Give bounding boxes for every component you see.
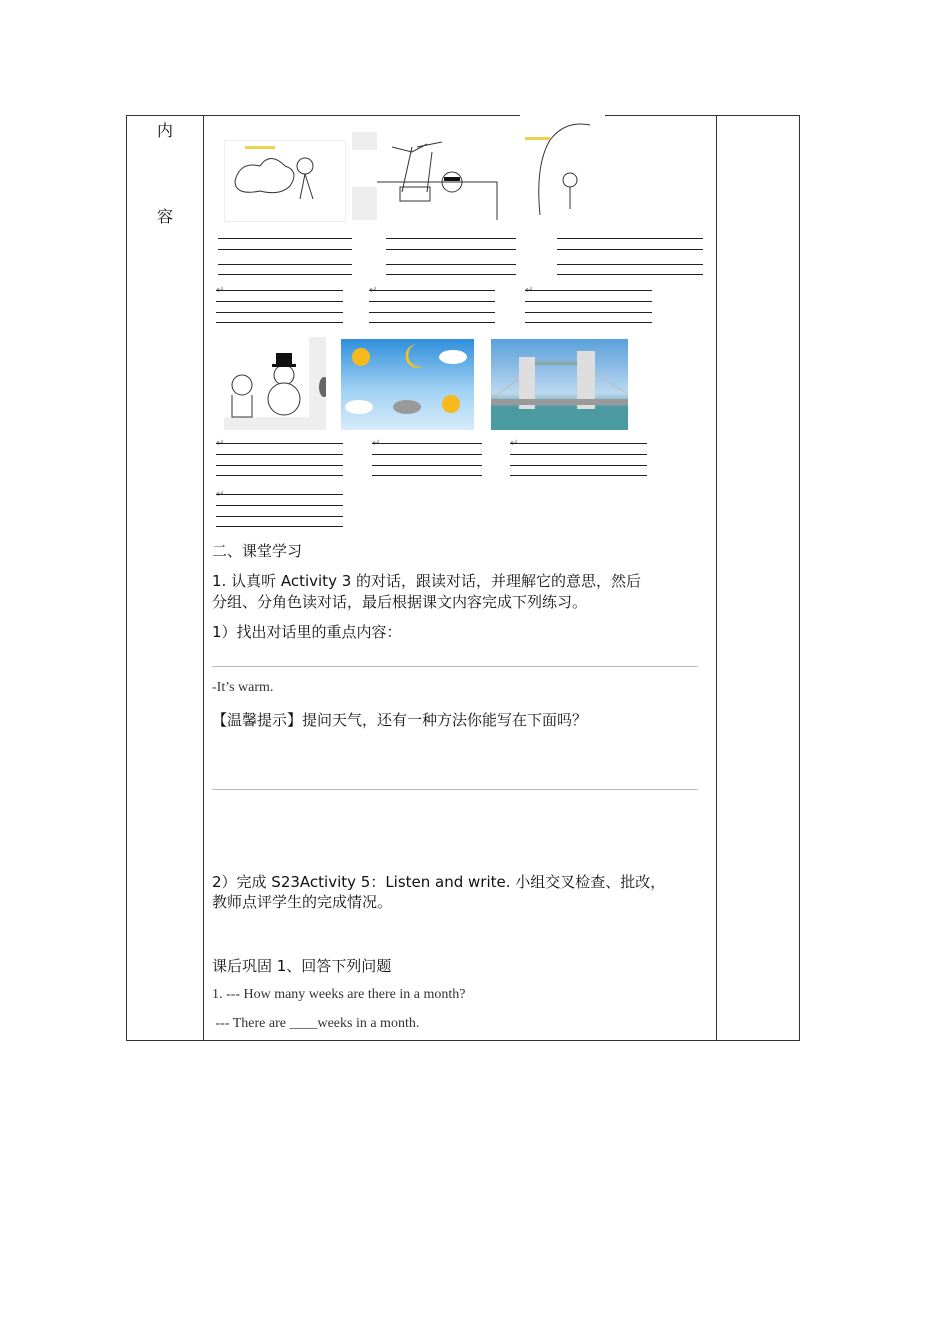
image-weather-icons: [341, 339, 474, 430]
column-divider: [716, 116, 717, 1040]
instruction-line: 1. 认真听 Activity 3 的对话，跟读对话，并理解它的意思，然后: [212, 572, 642, 590]
sub-instruction: 教师点评学生的完成情况。: [212, 893, 393, 911]
return-mark-icon: ↵: [510, 438, 519, 449]
writing-lines[interactable]: [386, 238, 516, 278]
image-winter-scene: [224, 337, 326, 430]
writing-lines[interactable]: [216, 489, 343, 530]
return-mark-icon: ↵: [525, 285, 534, 296]
answer-text: -It’s warm.: [212, 680, 274, 695]
writing-lines[interactable]: [510, 438, 647, 479]
return-mark-icon: ↵: [216, 489, 225, 500]
label-char-nei: 内: [157, 121, 174, 140]
image-tower-bridge: [491, 339, 628, 430]
column-divider: [203, 116, 204, 1040]
writing-lines[interactable]: [216, 285, 343, 326]
label-char-rong: 容: [157, 207, 174, 226]
question-text: 1. --- How many weeks are there in a month?: [212, 987, 466, 1002]
image-beach-scene: [352, 132, 502, 220]
return-mark-icon: ↵: [372, 438, 381, 449]
answer-prompt: --- There are ____weeks in a month.: [212, 1016, 420, 1031]
answer-line[interactable]: [212, 666, 698, 667]
writing-lines[interactable]: [216, 438, 343, 479]
tip-text: 【温馨提示】提问天气，还有一种方法你能写在下面吗？: [212, 711, 588, 729]
image-autumn-scene: [520, 115, 605, 220]
return-mark-icon: ↵: [369, 285, 378, 296]
image-spring-scene: [224, 140, 346, 222]
answer-line[interactable]: [212, 789, 698, 790]
writing-lines[interactable]: [557, 238, 703, 278]
writing-lines[interactable]: [218, 238, 352, 278]
homework-heading: 课后巩固 1、回答下列问题: [212, 957, 392, 975]
writing-lines[interactable]: [525, 285, 652, 326]
return-mark-icon: ↵: [216, 285, 225, 296]
return-mark-icon: ↵: [216, 438, 225, 449]
writing-lines[interactable]: [372, 438, 482, 479]
sub-instruction: 1）找出对话里的重点内容：: [212, 623, 402, 641]
writing-lines[interactable]: [369, 285, 495, 326]
section-heading: 二、课堂学习: [212, 542, 303, 560]
sub-instruction: 2）完成 S23Activity 5：Listen and write. 小组交叉检查、批改，: [212, 873, 666, 891]
instruction-line: 分组、分角色读对话，最后根据课文内容完成下列练习。: [212, 593, 588, 611]
